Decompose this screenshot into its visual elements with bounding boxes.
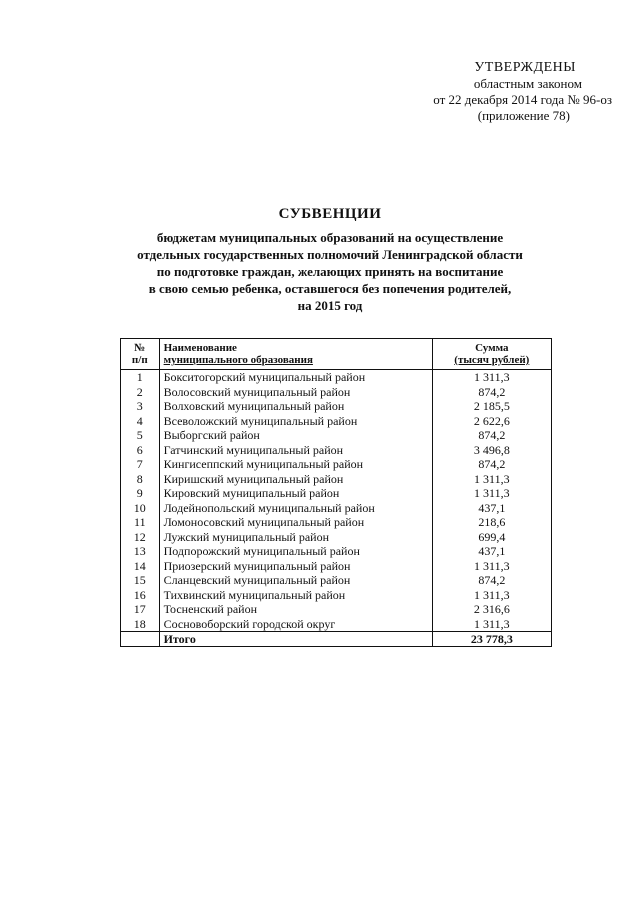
row-number: 12 xyxy=(121,530,160,545)
approval-heading: УТВЕРЖДЕНЫ xyxy=(474,60,576,75)
table-row xyxy=(121,399,552,414)
table-total-row xyxy=(121,632,552,647)
table-row xyxy=(121,573,552,588)
table-row xyxy=(121,544,552,559)
table-header-row xyxy=(121,339,552,370)
row-name: Волосовский муниципальный район xyxy=(159,385,432,400)
row-number: 13 xyxy=(121,544,160,559)
row-sum: 218,6 xyxy=(432,515,551,530)
row-sum: 874,2 xyxy=(432,428,551,443)
table-row xyxy=(121,588,552,603)
title-line: по подготовке граждан, желающих принять на воспитание xyxy=(156,264,504,279)
title-main: СУБВЕНЦИИ xyxy=(278,206,382,222)
row-sum: 1 311,3 xyxy=(432,617,551,632)
table-body xyxy=(121,370,552,632)
row-sum: 3 496,8 xyxy=(432,443,551,458)
title-line: бюджетам муниципальных образований на осуществление xyxy=(156,230,504,245)
row-sum: 1 311,3 xyxy=(432,486,551,501)
table-row xyxy=(121,501,552,516)
row-name: Тихвинский муниципальный район xyxy=(159,588,432,603)
row-number: 3 xyxy=(121,399,160,414)
table-row xyxy=(121,414,552,429)
table-row xyxy=(121,428,552,443)
row-sum: 1 311,3 xyxy=(432,559,551,574)
row-sum: 437,1 xyxy=(432,544,551,559)
header-number xyxy=(121,339,160,370)
row-name: Лодейнопольский муниципальный район xyxy=(159,501,432,516)
row-name: Бокситогорский муниципальный район xyxy=(159,370,432,385)
row-number: 1 xyxy=(121,370,160,385)
row-number: 6 xyxy=(121,443,160,458)
row-number: 17 xyxy=(121,602,160,617)
title-line: на 2015 год xyxy=(297,298,363,313)
row-sum: 1 311,3 xyxy=(432,588,551,603)
header-sum xyxy=(432,339,551,370)
table-row xyxy=(121,472,552,487)
total-label: Итого xyxy=(159,632,432,647)
approval-law-type: областным законом xyxy=(473,76,582,91)
approval-law-date: от 22 декабря 2014 года № 96-оз xyxy=(433,92,612,107)
total-sum: 23 778,3 xyxy=(432,632,551,647)
table-row xyxy=(121,515,552,530)
subsidy-table xyxy=(120,338,552,647)
document-title xyxy=(60,206,600,314)
table-row xyxy=(121,443,552,458)
row-name: Волховский муниципальный район xyxy=(159,399,432,414)
row-name: Кировский муниципальный район xyxy=(159,486,432,501)
row-number: 10 xyxy=(121,501,160,516)
row-name: Киришский муниципальный район xyxy=(159,472,432,487)
row-number: 11 xyxy=(121,515,160,530)
row-number: 5 xyxy=(121,428,160,443)
row-name: Ломоносовский муниципальный район xyxy=(159,515,432,530)
row-name: Выборгский район xyxy=(159,428,432,443)
header-name-line2: муниципального образования xyxy=(163,354,313,366)
row-name: Приозерский муниципальный район xyxy=(159,559,432,574)
row-sum: 2 185,5 xyxy=(432,399,551,414)
table-row xyxy=(121,617,552,632)
total-number-cell xyxy=(121,632,160,647)
title-line: в свою семью ребенка, оставшегося без попечения родителей, xyxy=(148,281,512,296)
row-sum: 437,1 xyxy=(432,501,551,516)
row-name: Кингисеппский муниципальный район xyxy=(159,457,432,472)
row-number: 18 xyxy=(121,617,160,632)
approval-stamp xyxy=(372,60,612,124)
row-name: Тосненский район xyxy=(159,602,432,617)
table-row xyxy=(121,457,552,472)
header-sum-line2: (тысяч рублей) xyxy=(454,354,530,366)
row-number: 9 xyxy=(121,486,160,501)
row-number: 2 xyxy=(121,385,160,400)
table-row xyxy=(121,385,552,400)
row-sum: 874,2 xyxy=(432,385,551,400)
row-name: Сланцевский муниципальный район xyxy=(159,573,432,588)
row-number: 14 xyxy=(121,559,160,574)
row-number: 7 xyxy=(121,457,160,472)
row-name: Сосновоборский городской округ xyxy=(159,617,432,632)
row-sum: 874,2 xyxy=(432,573,551,588)
row-name: Лужский муниципальный район xyxy=(159,530,432,545)
row-number: 15 xyxy=(121,573,160,588)
row-sum: 1 311,3 xyxy=(432,472,551,487)
row-name: Подпорожский муниципальный район xyxy=(159,544,432,559)
approval-appendix: (приложение 78) xyxy=(477,108,570,123)
row-number: 16 xyxy=(121,588,160,603)
row-name: Всеволожский муниципальный район xyxy=(159,414,432,429)
row-number: 8 xyxy=(121,472,160,487)
table-row xyxy=(121,370,552,385)
row-sum: 874,2 xyxy=(432,457,551,472)
row-sum: 699,4 xyxy=(432,530,551,545)
title-line: отдельных государственных полномочий Ленинградской области xyxy=(137,247,523,262)
table-row xyxy=(121,486,552,501)
table-row xyxy=(121,602,552,617)
row-sum: 1 311,3 xyxy=(432,370,551,385)
header-name-line1: Наименование xyxy=(163,342,237,354)
header-number-line1: № xyxy=(134,342,146,354)
header-name xyxy=(159,339,432,370)
header-sum-line1: Сумма xyxy=(475,342,509,354)
table-row xyxy=(121,559,552,574)
row-number: 4 xyxy=(121,414,160,429)
row-sum: 2 622,6 xyxy=(432,414,551,429)
row-name: Гатчинский муниципальный район xyxy=(159,443,432,458)
row-sum: 2 316,6 xyxy=(432,602,551,617)
table-row xyxy=(121,530,552,545)
header-number-line2: п/п xyxy=(131,354,148,366)
